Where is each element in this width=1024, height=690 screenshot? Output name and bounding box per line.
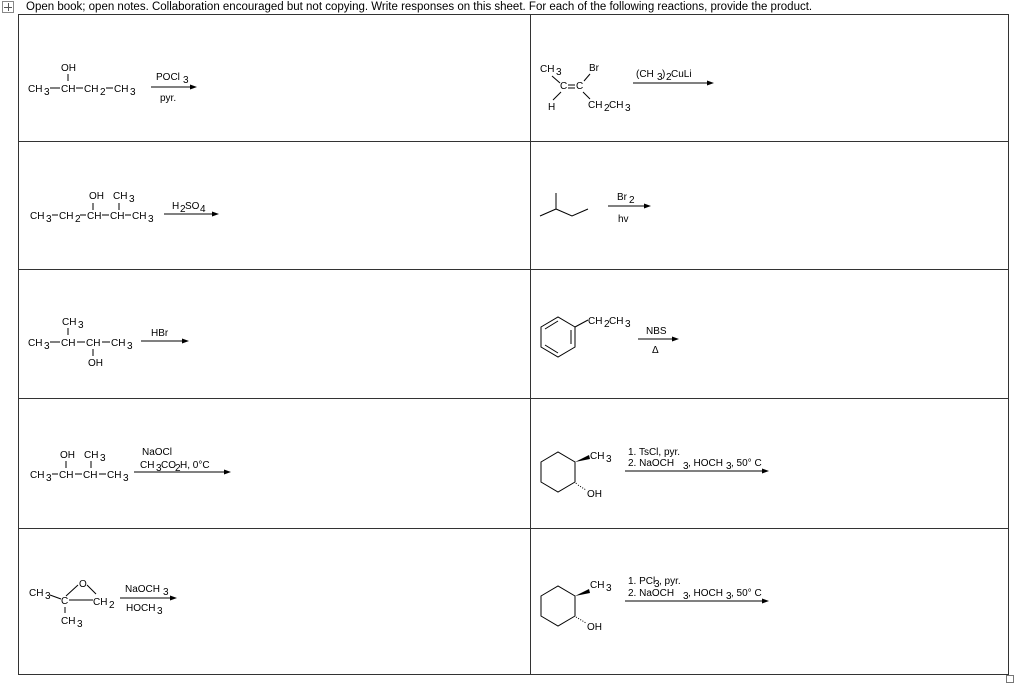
reaction-9-ch3-bottom: CH: [61, 616, 76, 627]
reaction-10-dash-bond: [576, 617, 586, 623]
table-resize-handle[interactable]: [1006, 675, 1014, 683]
svg-text:2: 2: [75, 214, 81, 225]
svg-text:3: 3: [163, 587, 169, 598]
svg-text:CH: CH: [28, 338, 43, 349]
svg-text:CH: CH: [132, 211, 147, 222]
reaction-7-oh: OH: [60, 450, 75, 461]
svg-text:CH: CH: [86, 338, 101, 349]
reaction-8-oh: OH: [587, 489, 602, 500]
reaction-8-cyclohexane-ring: [541, 452, 575, 492]
svg-text:CH: CH: [61, 338, 76, 349]
svg-text:CH: CH: [83, 470, 98, 481]
reaction-10-arrow: [762, 599, 769, 604]
reaction-8: [541, 447, 769, 500]
reaction-9-reagent: NaOCH: [125, 584, 161, 595]
svg-text:CH: CH: [111, 338, 126, 349]
svg-text:2: 2: [175, 463, 181, 474]
reaction-2-reagent: (CH: [636, 69, 654, 80]
svg-text:3: 3: [45, 591, 51, 602]
reaction-6-benzene-ring: [541, 317, 575, 357]
reaction-1-oh: OH: [61, 63, 76, 74]
svg-text:H, 0°C: H, 0°C: [180, 460, 210, 471]
svg-text:3: 3: [183, 75, 189, 86]
reaction-10-reagent-step1: 1. PCl: [628, 576, 656, 587]
svg-text:3: 3: [77, 619, 83, 630]
svg-text:3: 3: [46, 473, 52, 484]
svg-text:3: 3: [129, 194, 135, 205]
svg-text:3: 3: [130, 87, 136, 98]
reaction-5: [28, 317, 189, 369]
svg-text:CO: CO: [161, 460, 176, 471]
reaction-6: [541, 316, 679, 357]
svg-text:3: 3: [683, 461, 689, 472]
reaction-9-epoxide-bond-right: [87, 585, 96, 594]
svg-text:C: C: [61, 596, 69, 607]
reaction-2-h: H: [548, 102, 556, 113]
svg-text:2: 2: [109, 600, 115, 611]
svg-text:2: 2: [100, 87, 106, 98]
svg-text:3: 3: [606, 583, 612, 594]
svg-text:3: 3: [625, 319, 631, 330]
svg-text:, 50° C: , 50° C: [731, 458, 762, 469]
reaction-3-ch3-top: CH: [113, 191, 128, 202]
svg-text:3: 3: [556, 67, 562, 78]
reaction-6-reagent: NBS: [646, 326, 667, 337]
svg-text:CH: CH: [30, 211, 45, 222]
reaction-10-reagent-step2: 2. NaOCH: [628, 588, 675, 599]
reaction-8-reagent-step2: 2. NaOCH: [628, 458, 675, 469]
reaction-7-arrow: [224, 470, 231, 475]
reaction-8-wedge-bond: [575, 455, 590, 462]
reaction-2-ethyl: CH: [588, 100, 603, 111]
reaction-1-ch2: CH: [84, 84, 99, 95]
reaction-9-ch3-left: CH: [29, 588, 44, 599]
svg-text:CH: CH: [87, 211, 102, 222]
reaction-4-reagent: Br: [617, 192, 627, 203]
reaction-5-ch3-top: CH: [62, 317, 77, 328]
reaction-7-reagent: NaOCl: [142, 447, 173, 458]
reaction-1-ch: CH: [61, 84, 76, 95]
svg-text:3: 3: [156, 463, 162, 474]
reaction-3-reagent: H: [172, 201, 180, 212]
svg-text:4: 4: [200, 204, 206, 215]
reaction-1-ch3-right: CH: [114, 84, 129, 95]
svg-text:CH: CH: [609, 100, 624, 111]
reaction-1-reagent: POCl: [156, 72, 180, 83]
reaction-2: [540, 63, 714, 114]
svg-text:3: 3: [657, 72, 663, 83]
reaction-1: [28, 63, 197, 104]
svg-text:3: 3: [726, 461, 732, 472]
reaction-7: [30, 447, 231, 484]
svg-text:2: 2: [629, 195, 635, 206]
svg-text:3: 3: [625, 103, 631, 114]
reaction-9: [29, 579, 177, 630]
reaction-1-ch3-left: CH: [28, 84, 43, 95]
reaction-6-ethyl: CH: [588, 316, 603, 327]
svg-text:CH: CH: [107, 470, 122, 481]
svg-text:CH: CH: [30, 470, 45, 481]
reaction-6-conditions: Δ: [652, 345, 659, 356]
reaction-7-conditions: CH: [140, 460, 155, 471]
reaction-9-oxygen: O: [79, 579, 87, 590]
reaction-5-reagent: HBr: [151, 328, 169, 339]
reaction-10-wedge-bond: [575, 589, 590, 596]
reaction-1-conditions: pyr.: [160, 93, 177, 104]
svg-text:, pyr.: , pyr.: [659, 576, 681, 587]
svg-text:, HOCH: , HOCH: [688, 458, 723, 469]
svg-text:3: 3: [123, 473, 129, 484]
svg-text:C: C: [560, 81, 568, 92]
reaction-8-arrow: [762, 469, 769, 474]
svg-text:, 50° C: , 50° C: [731, 588, 762, 599]
reaction-4: [540, 192, 651, 225]
reaction-2-arrow: [707, 81, 714, 86]
svg-text:): ): [662, 69, 666, 80]
svg-text:CH: CH: [59, 211, 74, 222]
svg-text:3: 3: [157, 606, 163, 617]
reaction-10-ch3: CH: [590, 580, 605, 591]
reaction-4-conditions: hv: [618, 214, 629, 225]
reaction-7-ch3-top: CH: [84, 450, 99, 461]
svg-text:2: 2: [180, 204, 186, 215]
svg-text:, HOCH: , HOCH: [688, 588, 723, 599]
reaction-8-reagent-step1: 1. TsCl, pyr.: [628, 447, 681, 458]
svg-text:3: 3: [78, 320, 84, 331]
reaction-9-ch2: CH: [93, 597, 108, 608]
reaction-10: [541, 576, 769, 633]
reaction-8-ch3: CH: [590, 451, 605, 462]
reaction-9-epoxide-bond-left: [66, 585, 78, 596]
reaction-9-solvent: HOCH: [126, 603, 156, 614]
svg-text:3: 3: [683, 591, 689, 602]
svg-text:3: 3: [148, 214, 154, 225]
svg-text:3: 3: [44, 341, 50, 352]
svg-text:3: 3: [44, 87, 50, 98]
svg-text:C: C: [576, 81, 584, 92]
svg-text:SO: SO: [185, 201, 200, 212]
svg-text:3: 3: [46, 214, 52, 225]
svg-text:3: 3: [100, 453, 106, 464]
reaction-5-oh: OH: [88, 358, 103, 369]
svg-text:2: 2: [604, 103, 610, 114]
svg-text:2: 2: [666, 72, 672, 83]
reaction-4-arrow: [644, 204, 651, 209]
reaction-4-skeleton: [540, 193, 556, 216]
reaction-5-arrow: [182, 339, 189, 344]
instructions-text: Open book; open notes. Collaboration encouraged but not copying. Write responses on this sheet. For each of the following reactions, provide the product.: [26, 1, 813, 13]
svg-text:3: 3: [606, 454, 612, 465]
svg-text:CuLi: CuLi: [671, 69, 692, 80]
svg-text:CH: CH: [110, 211, 125, 222]
reaction-10-cyclohexane-ring: [541, 586, 575, 626]
reaction-2-ch3: CH: [540, 64, 555, 75]
reaction-8-dash-bond: [578, 485, 586, 490]
reaction-3-oh: OH: [89, 191, 104, 202]
reaction-3: [30, 191, 219, 225]
svg-text:3: 3: [726, 591, 732, 602]
reaction-3-arrow: [212, 212, 219, 217]
reaction-2-br: Br: [589, 63, 599, 74]
svg-text:2: 2: [604, 319, 610, 330]
reaction-1-arrow: [190, 85, 197, 90]
svg-text:CH: CH: [609, 316, 624, 327]
reaction-6-arrow: [672, 337, 679, 342]
reaction-10-oh: OH: [587, 622, 602, 633]
svg-text:CH: CH: [59, 470, 74, 481]
reaction-9-arrow: [170, 596, 177, 601]
svg-text:3: 3: [127, 341, 133, 352]
svg-text:3: 3: [654, 579, 660, 590]
